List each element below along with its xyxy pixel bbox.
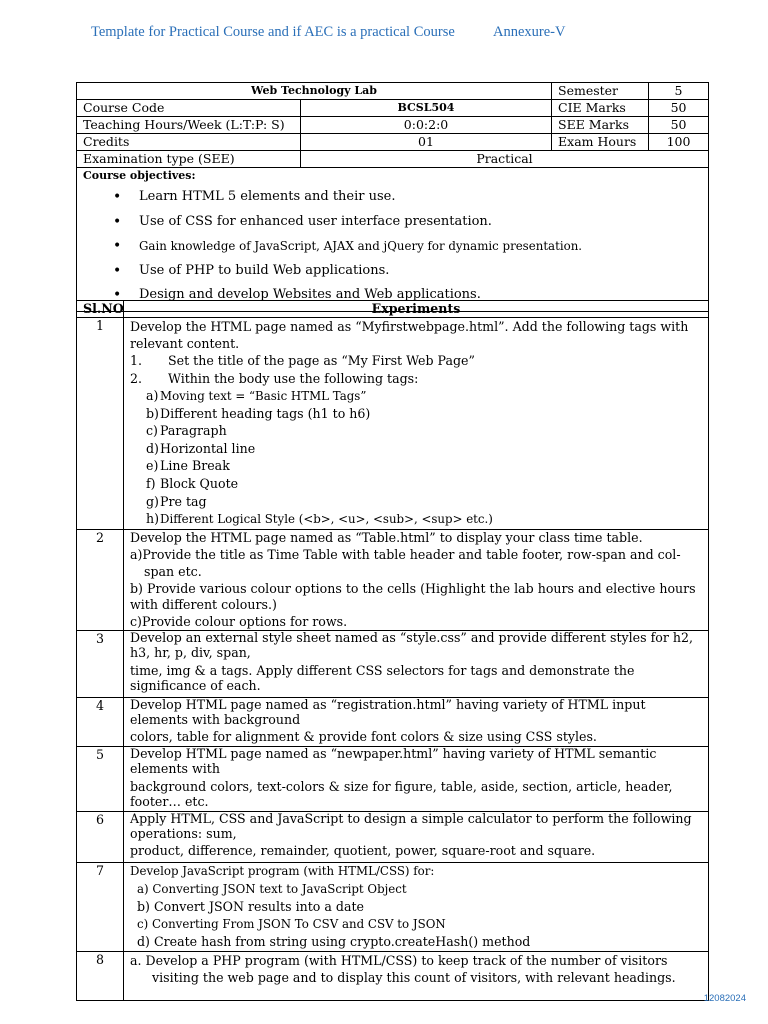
experiment-step <box>130 371 702 387</box>
experiment-description: Develop an external style sheet named as “style.css” and provide different styles for h2, h3, hr, p, div, span, <box>130 630 693 660</box>
exam-hours-label: Exam Hours <box>552 134 649 151</box>
document-code: 12082024 <box>703 993 746 1004</box>
exam-type-label: Examination type (SEE) <box>77 151 301 168</box>
tag-item: f) Block Quote <box>146 476 239 491</box>
tag-item: d)Horizontal line <box>146 440 256 456</box>
credits-label: Credits <box>77 134 301 151</box>
objective-item: • Use of CSS for enhanced user interface presentation. <box>83 213 702 238</box>
experiment-content <box>124 863 709 952</box>
credits-value: 01 <box>301 134 552 151</box>
experiment-description: Develop the HTML page named as “Myfirstwebpage.html”. Add the following tags with relevant content. <box>130 319 689 351</box>
experiment-row-4 <box>77 698 709 747</box>
exam-type-value: Practical <box>301 151 709 168</box>
experiment-number: 6 <box>77 812 124 863</box>
experiment-content <box>124 812 709 863</box>
teaching-hours-label: Teaching Hours/Week (L:T:P: S) <box>77 117 301 134</box>
experiment-number: 3 <box>77 631 124 698</box>
exam-hours-value: 100 <box>649 134 709 151</box>
tag-item: e) Line Break <box>146 458 230 474</box>
experiments-header: Experiments <box>124 301 709 318</box>
experiment-description: Develop JavaScript program (with HTML/CSS) for: <box>130 864 435 879</box>
tag-item: h)Different Logical Style (<b>, <u>, <sub>, <sup> etc.) <box>146 511 493 527</box>
course-info-table <box>76 82 709 312</box>
experiment-number: 7 <box>77 863 124 952</box>
teaching-hours-value: 0:0:2:0 <box>301 117 552 134</box>
experiment-description: time, img & a tags. Apply different CSS selectors for tags and demonstrate the significance of each. <box>130 663 635 693</box>
objectives-list <box>83 188 702 311</box>
cie-value: 50 <box>649 100 709 117</box>
experiment-number: 5 <box>77 747 124 812</box>
tag-item: c) Paragraph <box>146 423 227 439</box>
experiment-content <box>124 318 709 529</box>
experiment-content <box>124 951 709 1000</box>
experiment-step <box>130 353 702 369</box>
course-title: Web Technology Lab <box>77 83 552 100</box>
experiment-item: a) Converting JSON text to JavaScript Object <box>137 881 407 896</box>
experiment-item: c) Converting From JSON To CSV and CSV to JSON <box>137 916 446 931</box>
semester-value: 5 <box>649 83 709 100</box>
course-code-value: BCSL504 <box>301 100 552 117</box>
experiment-description: a. Develop a PHP program (with HTML/CSS) to keep track of the number of visitors visiting the web page and to display this count of visitors, with relevant headings. <box>130 952 676 985</box>
step-text: Set the title of the page as “My First Web Page” <box>168 353 475 369</box>
experiment-description: Apply HTML, CSS and JavaScript to design a simple calculator to perform the following operations: sum, <box>130 811 692 841</box>
template-title: Template for Practical Course and if AEC is a practical Course <box>91 24 455 40</box>
tag-item: g)Pre tag <box>146 493 207 509</box>
experiment-description: colors, table for alignment & provide font colors & size using CSS styles. <box>130 729 597 745</box>
experiment-row-5 <box>77 747 709 812</box>
experiment-description: Develop the HTML page named as “Table.html” to display your class time table. <box>130 529 643 545</box>
experiment-content <box>124 698 709 747</box>
experiment-description: Develop HTML page named as “newpaper.html” having variety of HTML semantic elements with <box>130 746 657 776</box>
experiment-description: background colors, text-colors & size for figure, table, aside, section, article, header, footer… etc. <box>130 779 673 809</box>
slno-header: Sl.NO <box>77 301 124 318</box>
experiment-row-3 <box>77 631 709 698</box>
tag-item: a) Moving text = “Basic HTML Tags” <box>146 388 367 404</box>
experiment-item: b) Convert JSON results into a date <box>137 899 364 915</box>
course-code-label: Course Code <box>77 100 301 117</box>
experiment-number: 1 <box>77 318 124 529</box>
course-objectives <box>77 168 709 312</box>
tag-list <box>130 388 702 529</box>
experiment-content <box>124 631 709 698</box>
annexure-label: Annexure-V <box>493 24 566 40</box>
step-number: 2. <box>130 370 143 386</box>
experiment-number: 8 <box>77 951 124 1000</box>
tag-item: b)Different heading tags (h1 to h6) <box>146 405 371 421</box>
see-label: SEE Marks <box>552 117 649 134</box>
objective-item: • Gain knowledge of JavaScript, AJAX and jQuery for dynamic presentation. <box>83 237 702 262</box>
experiment-row-1 <box>77 318 709 529</box>
experiment-description: Develop HTML page named as “registration.html” having variety of HTML input elements with background <box>130 697 646 727</box>
experiment-content <box>124 529 709 630</box>
semester-label: Semester <box>552 83 649 100</box>
cie-label: CIE Marks <box>552 100 649 117</box>
see-value: 50 <box>649 117 709 134</box>
objective-item: • Use of PHP to build Web applications. <box>83 262 702 287</box>
experiment-row-2 <box>77 529 709 630</box>
experiment-item: d) Create hash from string using crypto.createHash() method <box>137 934 531 950</box>
objective-item: • Design and develop Websites and Web applications. <box>83 286 702 311</box>
experiment-item: a)Provide the title as Time Table with table header and table footer, row-span and col-span etc. <box>130 547 681 579</box>
experiment-number: 4 <box>77 698 124 747</box>
experiments-table <box>76 300 709 1001</box>
objectives-title: Course objectives: <box>83 169 196 182</box>
page-header <box>91 24 731 41</box>
step-number: 1. <box>130 353 143 369</box>
experiment-row-8 <box>77 951 709 1000</box>
experiment-item: b) Provide various colour options to the cells (Highlight the lab hours and elective hours with different colours.) <box>130 581 696 613</box>
experiment-row-6 <box>77 812 709 863</box>
experiment-item: c)Provide colour options for rows. <box>130 613 348 629</box>
experiment-content <box>124 747 709 812</box>
experiment-description: product, difference, remainder, quotient, power, square-root and square. <box>130 843 596 859</box>
step-text: Within the body use the following tags: <box>168 370 419 386</box>
experiment-row-7 <box>77 863 709 952</box>
objective-item: • Learn HTML 5 elements and their use. <box>83 188 702 213</box>
experiment-number: 2 <box>77 529 124 630</box>
